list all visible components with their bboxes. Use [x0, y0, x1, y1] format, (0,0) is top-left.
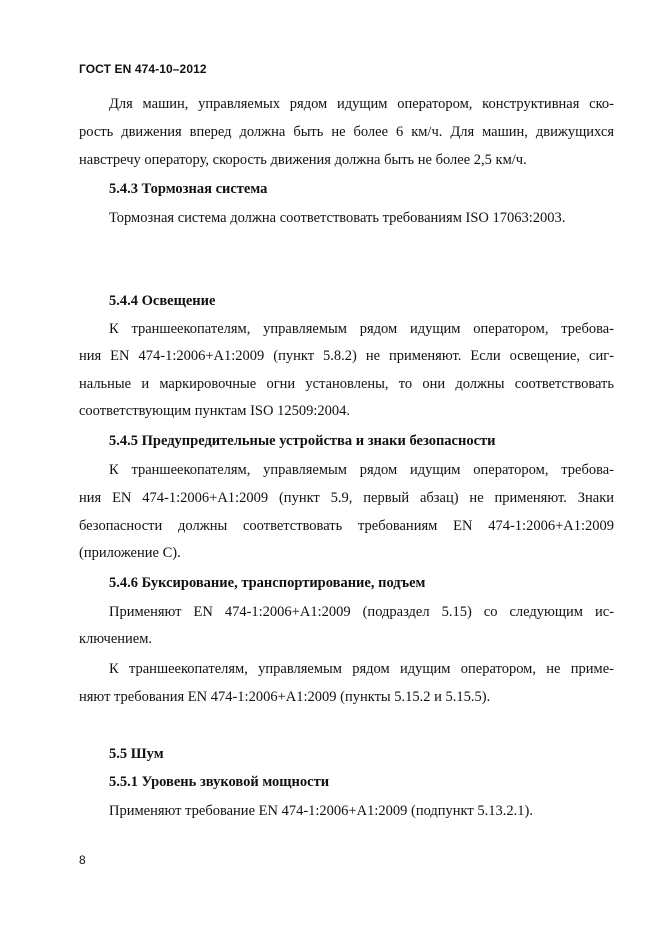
- paragraph-line: рость движения вперед должна быть не более 6 км/ч. Для машин, движущихся: [79, 124, 614, 140]
- paragraph-line: безопасности должны соответствовать требованиям EN 474-1:2006+A1:2009: [79, 518, 614, 534]
- paragraph-line: Применяют EN 474-1:2006+A1:2009 (подраздел 5.15) со следующим ис-: [109, 604, 614, 620]
- paragraph-line: ния EN 474-1:2006+A1:2009 (пункт 5.8.2) не применяют. Если освещение, сиг-: [79, 348, 614, 364]
- paragraph-line: Для машин, управляемых рядом идущим оператором, конструктивная ско-: [109, 96, 614, 112]
- paragraph-line: К траншеекопателям, управляемым рядом идущим оператором, требова-: [109, 321, 614, 337]
- paragraph-line: К траншеекопателям, управляемым рядом идущим оператором, не приме-: [109, 661, 614, 677]
- paragraph-line: (приложение С).: [79, 545, 181, 561]
- paragraph-line: ния EN 474-1:2006+A1:2009 (пункт 5.9, первый абзац) не применяют. Знаки: [79, 490, 614, 506]
- section-heading-5-5: 5.5 Шум: [109, 746, 164, 762]
- document-header: ГОСТ EN 474-10–2012: [79, 62, 207, 76]
- paragraph-line: К траншеекопателям, управляемым рядом идущим оператором, требова-: [109, 462, 614, 478]
- section-heading-5-4-5: 5.4.5 Предупредительные устройства и знаки безопасности: [109, 433, 496, 449]
- section-heading-5-4-6: 5.4.6 Буксирование, транспортирование, подъем: [109, 575, 426, 591]
- paragraph-line: нальные и маркировочные огни установлены, то они должны соответствовать: [79, 376, 614, 392]
- paragraph-line: Тормозная система должна соответствовать требованиям ISO 17063:2003.: [109, 210, 566, 226]
- paragraph-line: Применяют требование EN 474-1:2006+A1:2009 (подпункт 5.13.2.1).: [109, 803, 533, 819]
- paragraph-line: ключением.: [79, 631, 153, 647]
- paragraph-line: навстречу оператору, скорость движения должна быть не более 2,5 км/ч.: [79, 152, 527, 168]
- page-number: 8: [79, 853, 86, 867]
- section-heading-5-5-1: 5.5.1 Уровень звуковой мощности: [109, 774, 330, 790]
- paragraph-line: соответствующим пунктам ISO 12509:2004.: [79, 403, 350, 419]
- section-heading-5-4-3: 5.4.3 Тормозная система: [109, 181, 268, 197]
- paragraph-line: няют требования EN 474-1:2006+A1:2009 (пункты 5.15.2 и 5.15.5).: [79, 689, 491, 705]
- section-heading-5-4-4: 5.4.4 Освещение: [109, 293, 216, 309]
